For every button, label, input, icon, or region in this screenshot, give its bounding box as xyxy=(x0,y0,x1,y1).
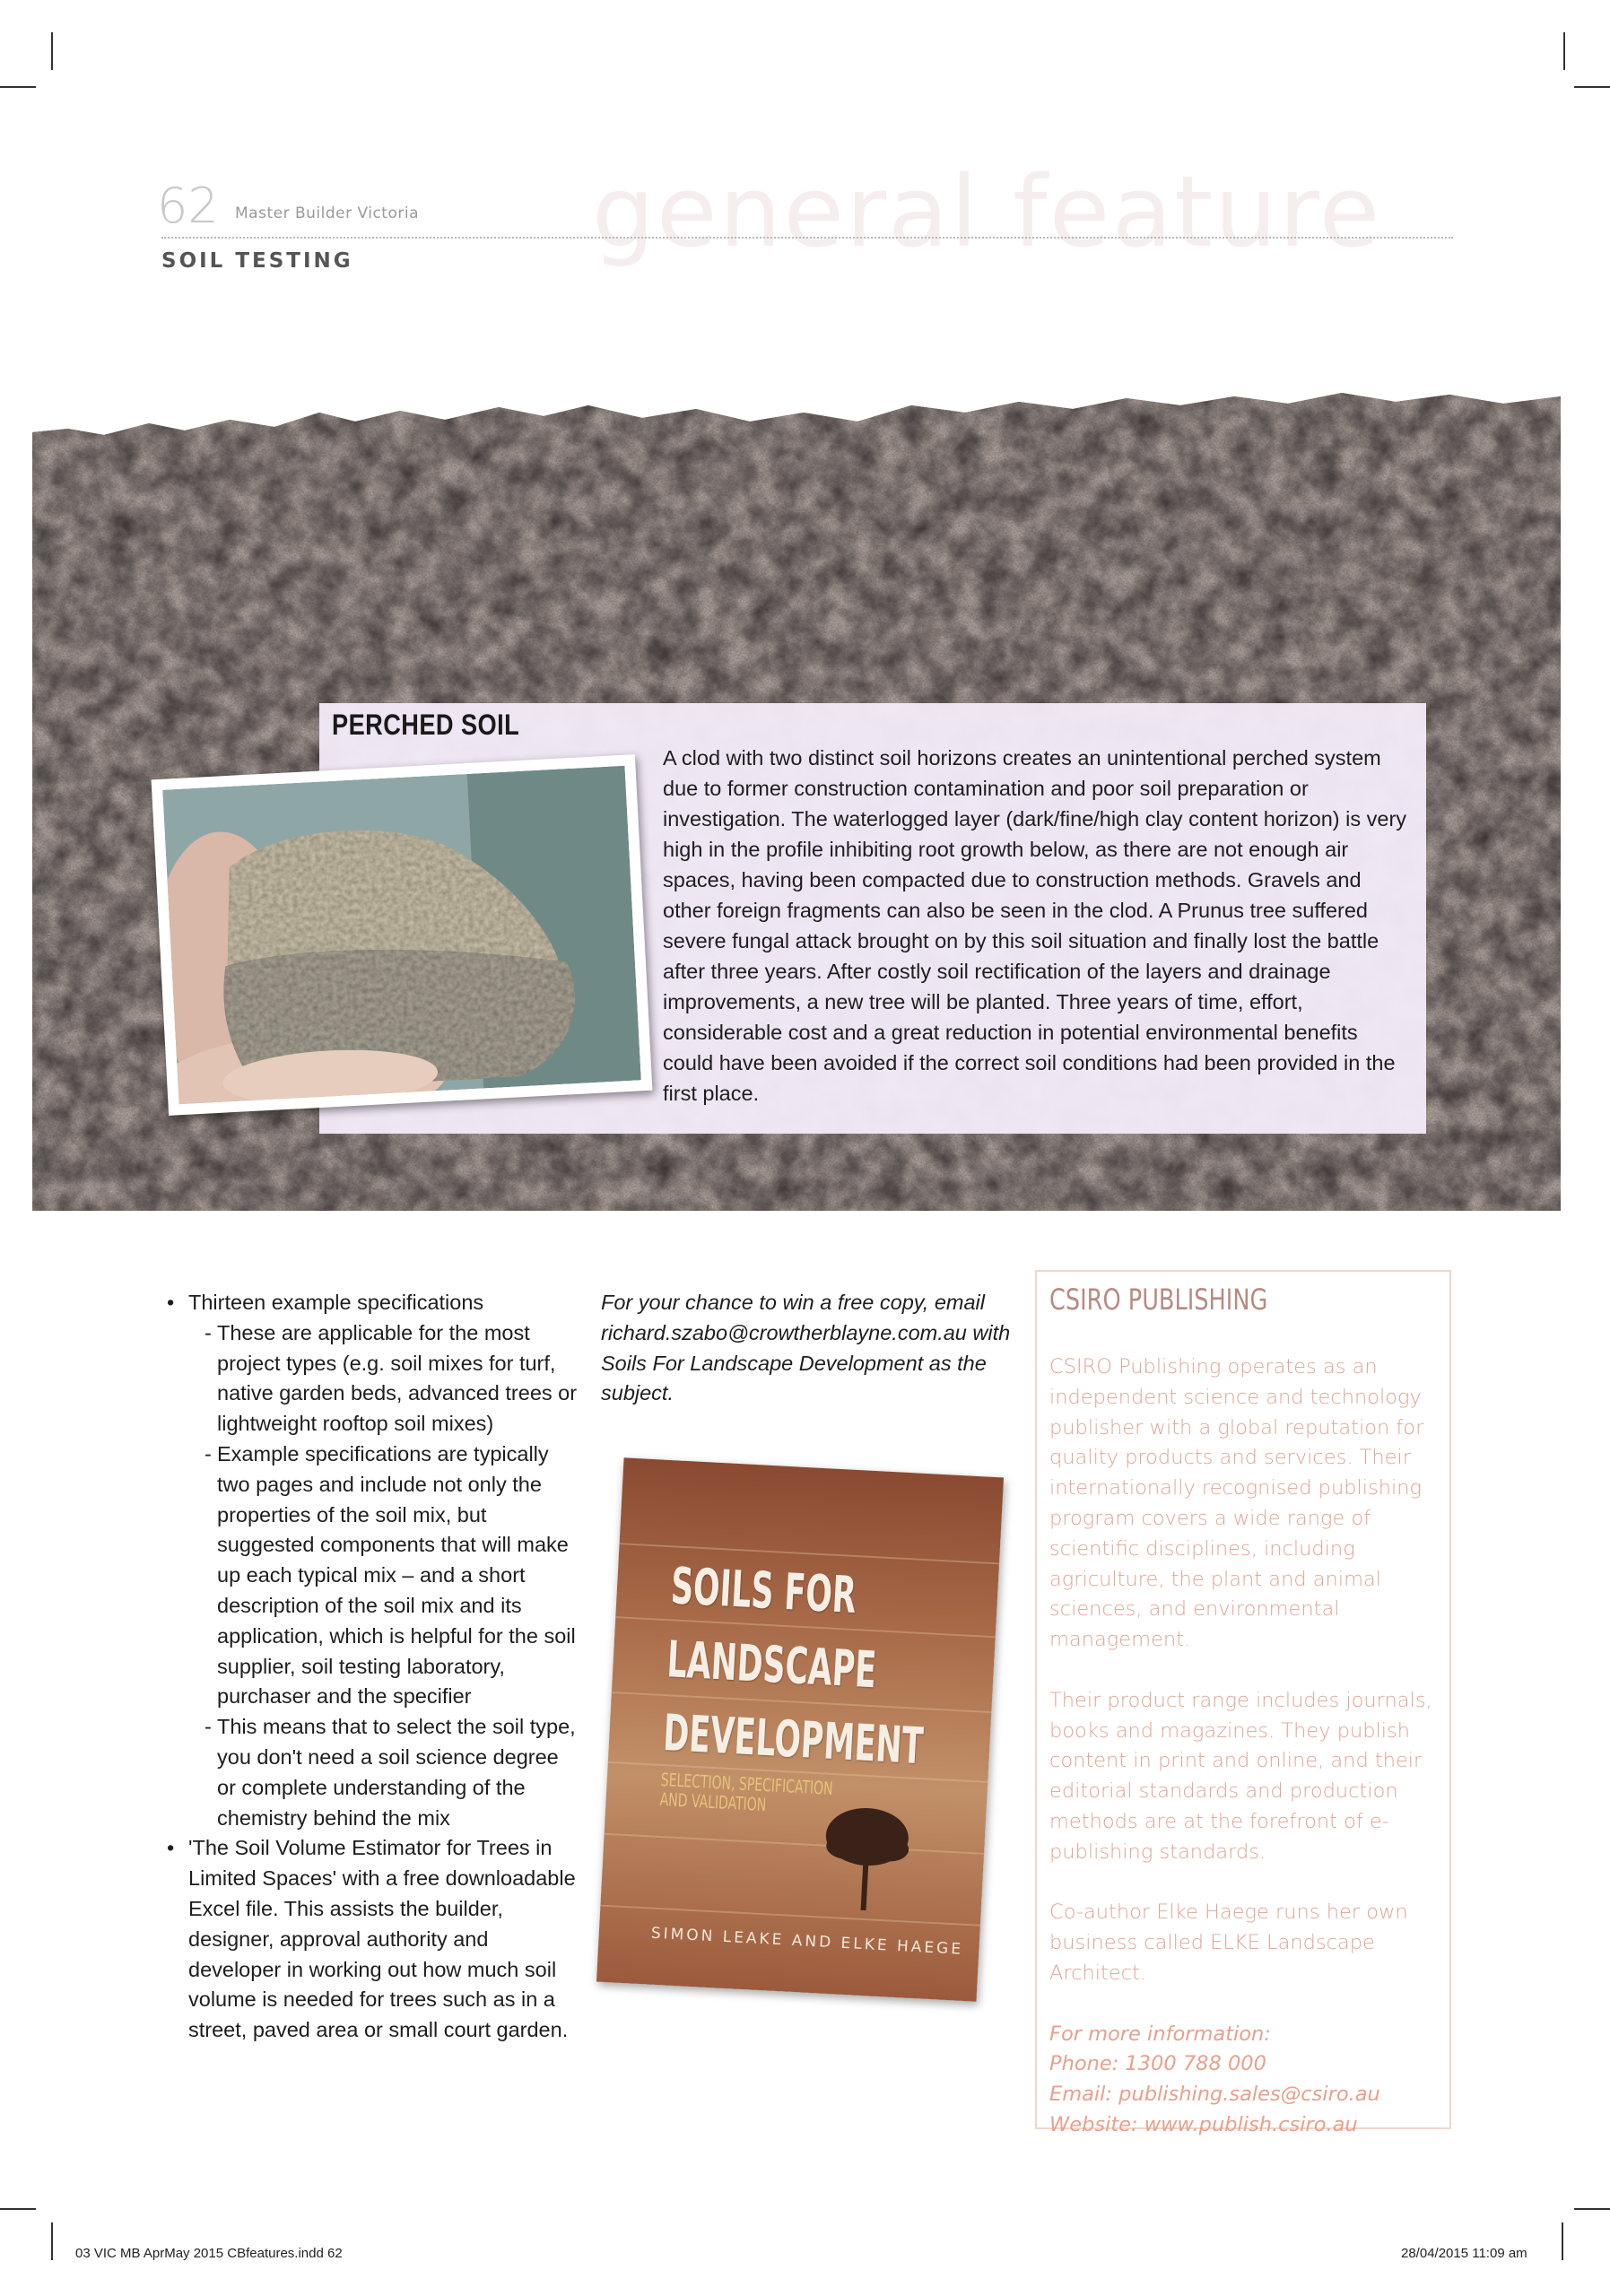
callout-body: A clod with two distinct soil horizons creates an unintentional perched system due to former construction contamination and poor soil preparation or investigation. The waterlogged layer (dark/fine/high clay content horizon) is very high in the profile inhibiting root growth below, as there are not enough air spaces, having been compacted due to construction methods. Gravels and other foreign fragments can also be seen in the clod. A Prunus tree suffered severe fungal attack brought on by this soil situation and finally lost the battle after three years. After costly soil rectification of the layers and drainage improvements, a new tree will be planted. Three years of time, effort, considerable cost and a great reduction in potential environmental benefits could have been avoided if the correct soil conditions had been provided in the first place. xyxy=(663,746,1407,1105)
list-item: • 'The Soil Volume Estimator for Trees in Limited Spaces' with a free downloadable Excel file. This assists the builder, designer, approval authority and developer in working out how much soil volume is needed for trees such as in a street, paved area or small court garden. xyxy=(167,1833,579,2046)
contact-heading: For more information: xyxy=(1049,2022,1271,2046)
book-title xyxy=(661,1550,932,1784)
crop-mark xyxy=(1563,32,1565,70)
csiro-paragraph: Co-author Elke Haege runs her own business called ELKE Landscape Architect. xyxy=(1049,1900,1408,1985)
book-cover xyxy=(596,1457,1004,2001)
list-item: - These are applicable for the most project types (e.g. soil mixes for turf, native garden beds, advanced trees or lightweight rooftop soil mixes) xyxy=(188,1318,579,1439)
csiro-paragraph: Their product range includes journals, books and magazines. They publish content in print and online, and their editorial standards and production methods are at the forefront of e-publishing standards. xyxy=(1049,1688,1432,1864)
csiro-paragraph: CSIRO Publishing operates as an independent science and technology publisher with a global reputation for quality products and services. Their internationally recognised publishing program covers a wide range of scientific disciplines, including agriculture, the plant and animal sciences, and environmental management. xyxy=(1049,1355,1424,1652)
book-title-line: DEVELOPMENT xyxy=(661,1704,925,1777)
crop-mark xyxy=(1562,2222,1563,2260)
crop-mark xyxy=(1574,2208,1610,2210)
csiro-title: CSIRO PUBLISHING xyxy=(1049,1283,1268,1317)
publication-name: Master Builder Victoria xyxy=(235,204,420,222)
header-rule xyxy=(161,237,1453,239)
footer-timestamp: 28/04/2015 11:09 am xyxy=(1401,2246,1527,2261)
callout-title: PERCHED SOIL xyxy=(332,709,520,741)
crop-mark xyxy=(1574,86,1610,88)
csiro-publishing-box xyxy=(1035,1270,1451,2136)
crop-mark xyxy=(0,2208,36,2210)
contact-email[interactable]: Email: publishing.sales@csiro.au xyxy=(1049,2083,1380,2107)
list-item: - Example specifications are typically two pages and include not only the properties of the soil mix, but suggested components that will make up each typical mix – and a short description of the soil mix and its application, which is helpful for the soil supplier, soil testing laboratory, purchaser and the specifier xyxy=(188,1439,579,1712)
book-authors: SIMON LEAKE AND ELKE HAEGE xyxy=(650,1924,964,1959)
page-number: 62 xyxy=(157,178,219,234)
ghost-heading: general feature xyxy=(592,154,1382,269)
contact-website[interactable]: Website: www.publish.csiro.au xyxy=(1049,2112,1358,2136)
footer-file-info: 03 VIC MB AprMay 2015 CBfeatures.indd 62 xyxy=(75,2246,343,2261)
list-item: - This means that to select the soil type, you don't need a soil science degree or complete understanding of the chemistry behind the mix xyxy=(188,1712,579,1833)
bullet-list-column xyxy=(167,1288,579,2046)
soil-clod-photo xyxy=(152,754,653,1116)
list-item xyxy=(167,1288,579,1833)
bullet-text: Thirteen example specifications xyxy=(188,1291,484,1314)
book-subtitle: SELECTION, SPECIFICATION AND VALIDATION xyxy=(659,1768,834,1816)
csiro-contact xyxy=(1049,2020,1462,2141)
crop-mark xyxy=(0,86,36,88)
csiro-body xyxy=(1049,1352,1462,2141)
promo-text: For your chance to win a free copy, email richard.szabo@crowtherblayne.com.au with Soils For Landscape Development as the subject. xyxy=(601,1291,1011,1405)
contact-phone: Phone: 1300 788 000 xyxy=(1049,2052,1266,2076)
book-title-line: LANDSCAPE xyxy=(666,1631,878,1700)
section-title: SOIL TESTING xyxy=(161,249,353,273)
crop-mark xyxy=(51,2222,53,2260)
tree-icon xyxy=(822,1806,911,1913)
crop-mark xyxy=(51,32,53,70)
book-title-line: SOILS FOR xyxy=(669,1557,858,1626)
